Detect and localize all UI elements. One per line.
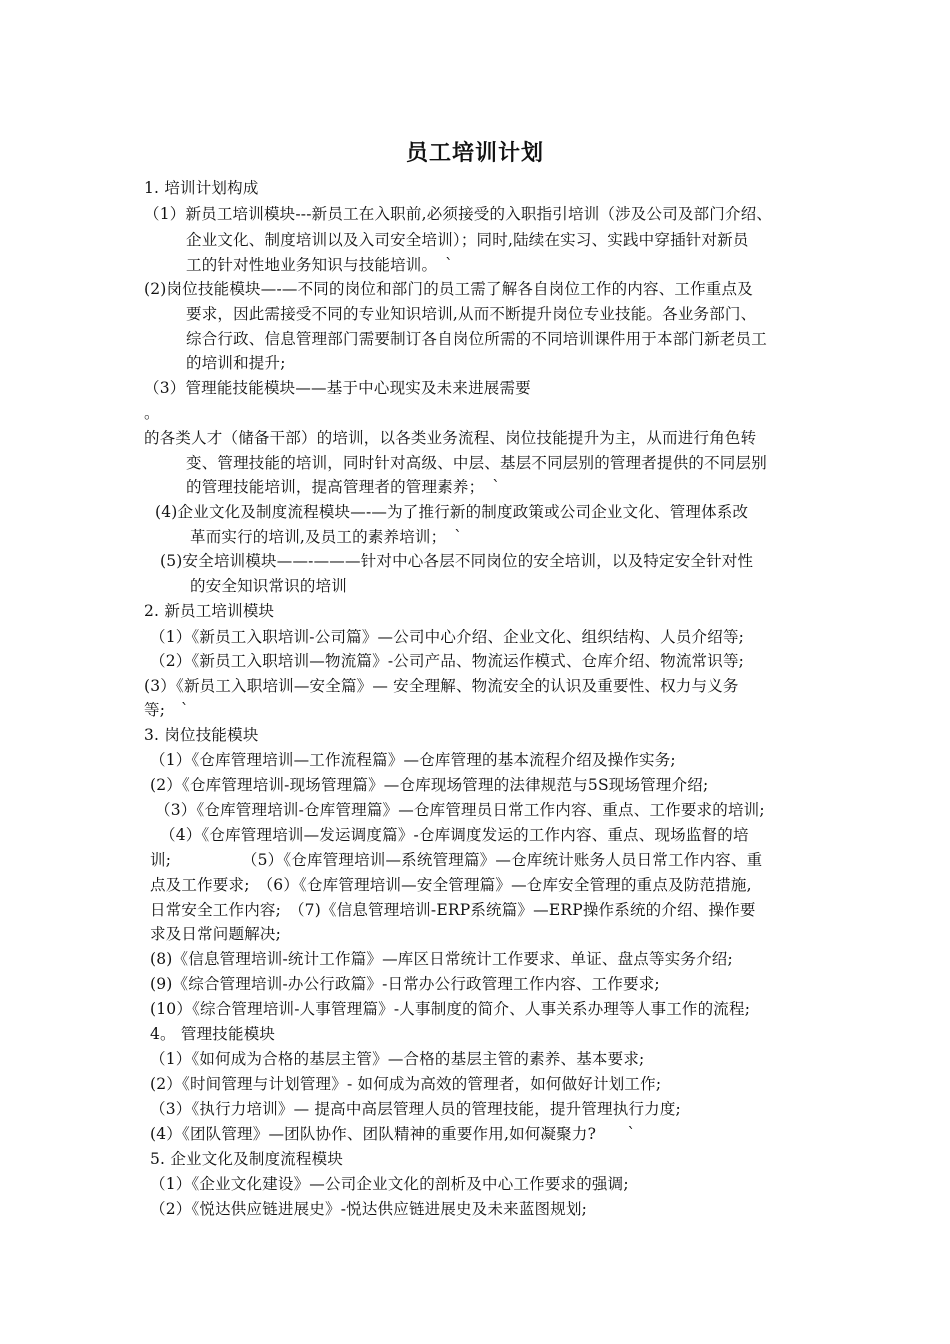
paragraph-line: (3）《新员工入职培训—安全篇》— 安全理解、物流安全的认识及重要性、权力与义务 [144, 677, 739, 695]
paragraph-line: 。 [144, 404, 160, 422]
paragraph-line: 训; （5）《仓库管理培训—系统管理篇》—仓库统计账务人员日常工作内容、重 [150, 851, 763, 869]
paragraph-line: 的各类人才（储备干部）的培训，以各类业务流程、岗位技能提升为主，从而进行角色转 [144, 429, 757, 447]
paragraph-line: 等; ` [144, 701, 189, 719]
paragraph-line: (2)岗位技能模块—-—不同的岗位和部门的员工需了解各自岗位工作的内容、工作重点及 [144, 280, 753, 298]
paragraph-line: 工的针对性地业务知识与技能培训。 ` [186, 256, 454, 274]
paragraph-line: 要求，因此需接受不同的专业知识培训,从而不断提升岗位专业技能。各业务部门、 [186, 305, 757, 323]
paragraph-line: (2）《仓库管理培训-现场管理篇》—仓库现场管理的法律规范与5S现场管理介绍; [150, 776, 709, 794]
paragraph-line: 点及工作要求; （6）《仓库管理培训—安全管理篇》—仓库安全管理的重点及防范措施, [150, 876, 752, 894]
paragraph-line: 综合行政、信息管理部门需要制订各自岗位所需的不同培训课件用于本部门新老员工 [186, 330, 767, 348]
section-heading-1: 1. 培训计划构成 [144, 179, 259, 197]
paragraph-line: 日常安全工作内容; （7)《信息管理培训-ERP系统篇》—ERP操作系统的介绍、操作要 [150, 901, 756, 919]
paragraph-line: (5)安全培训模块——-———针对中心各层不同岗位的安全培训，以及特定安全针对性 [160, 552, 754, 570]
paragraph-line: 企业文化、制度培训以及入司安全培训）；同时,陆续在实习、实践中穿插针对新员 [186, 231, 749, 249]
paragraph-line: (4)企业文化及制度流程模块—-—为了推行新的制度政策或公司企业文化、管理体系改 [155, 503, 749, 521]
paragraph-line: （2）《悦达供应链进展史》-悦达供应链进展史及未来蓝图规划; [150, 1200, 588, 1218]
paragraph-line: (4）《团队管理》—团队协作、团队精神的重要作用,如何凝聚力? ` [150, 1125, 636, 1143]
paragraph-line: 变、管理技能的培训，同时针对高级、中层、基层不同层别的管理者提供的不同层别 [186, 454, 767, 472]
paragraph-line: 的安全知识常识的培训 [190, 577, 348, 595]
paragraph-line: 的培训和提升; [186, 354, 286, 372]
paragraph-line: （1）《企业文化建设》—公司企业文化的剖析及中心工作要求的强调; [150, 1175, 629, 1193]
paragraph-line: （1）新员工培训模块---新员工在入职前,必须接受的入职指引培训（涉及公司及部门介绍、 [144, 205, 773, 223]
paragraph-line: (10）《综合管理培训-人事管理篇》-人事制度的简介、人事关系办理等人事工作的流程; [150, 1000, 751, 1018]
paragraph-line: （1）《仓库管理培训—工作流程篇》—仓库管理的基本流程介绍及操作实务; [150, 751, 676, 769]
section-heading-4: 4。 管理技能模块 [150, 1025, 276, 1043]
paragraph-line: 求及日常问题解决; [150, 925, 282, 943]
paragraph-line: （3）管理能技能模块——基于中心现实及未来进展需要 [144, 379, 531, 397]
paragraph-line: （4）《仓库管理培训—发运调度篇》-仓库调度发运的工作内容、重点、现场监督的培 [160, 826, 749, 844]
document-title: 员工培训计划 [405, 141, 544, 166]
section-heading-2: 2. 新员工培训模块 [144, 602, 275, 620]
paragraph-line: 革而实行的培训,及员工的素养培训； ` [190, 528, 463, 546]
paragraph-line: (9)《综合管理培训-办公行政篇》-日常办公行政管理工作内容、工作要求; [150, 975, 660, 993]
paragraph-line: (8)《信息管理培训-统计工作篇》—库区日常统计工作要求、单证、盘点等实务介绍; [150, 950, 733, 968]
section-heading-3: 3. 岗位技能模块 [144, 726, 259, 744]
paragraph-line: （3）《仓库管理培训-仓库管理篇》—仓库管理员日常工作内容、重点、工作要求的培训; [155, 801, 765, 819]
paragraph-line: 的管理技能培训，提高管理者的管理素养； ` [186, 478, 501, 496]
paragraph-line: （2）《新员工入职培训—物流篇》-公司产品、物流运作模式、仓库介绍、物流常识等; [150, 652, 745, 670]
paragraph-line: （1）《新员工入职培训-公司篇》—公司中心介绍、企业文化、组织结构、人员介绍等; [150, 628, 745, 646]
paragraph-line: （3）《执行力培训》— 提高中高层管理人员的管理技能，提升管理执行力度; [150, 1100, 681, 1118]
section-heading-5: 5. 企业文化及制度流程模块 [150, 1150, 344, 1168]
paragraph-line: （1）《如何成为合格的基层主管》—合格的基层主管的素养、基本要求; [150, 1050, 645, 1068]
paragraph-line: (2）《时间管理与计划管理》- 如何成为高效的管理者，如何做好计划工作; [150, 1075, 662, 1093]
